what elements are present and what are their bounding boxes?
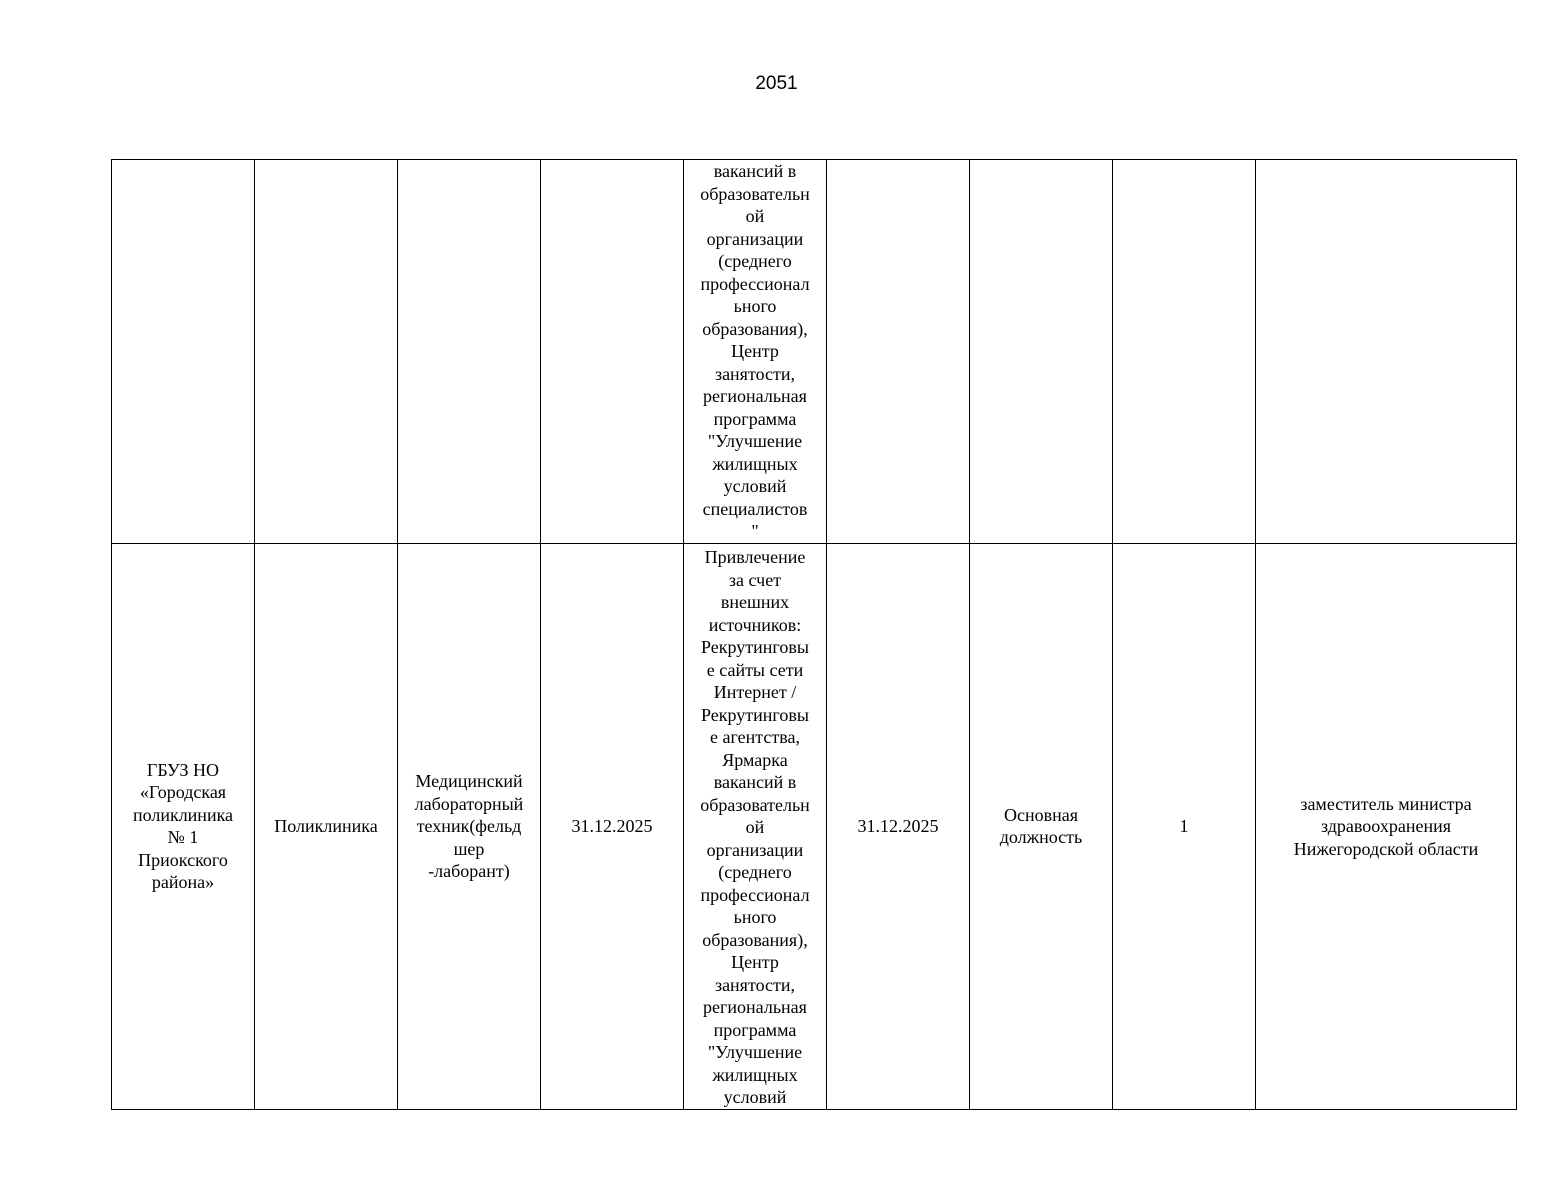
cell-division	[255, 160, 398, 544]
cell-date-end	[827, 160, 970, 544]
cell-responsible: заместитель министра здравоохранения Нижегородской области	[1256, 544, 1517, 1110]
vacancy-table	[111, 159, 1517, 1110]
cell-position-type	[970, 160, 1113, 544]
cell-division: Поликлиника	[255, 544, 398, 1110]
table-row	[112, 160, 1517, 544]
cell-position-type: Основная должность	[970, 544, 1113, 1110]
cell-organization	[112, 160, 255, 544]
cell-date-end: 31.12.2025	[827, 544, 970, 1110]
cell-count	[1113, 160, 1256, 544]
cell-position	[398, 160, 541, 544]
cell-date-start: 31.12.2025	[541, 544, 684, 1110]
cell-date-start	[541, 160, 684, 544]
cell-responsible	[1256, 160, 1517, 544]
cell-measures: вакансий в образовательн ой организации (среднего профессионал ьного образования), Центр занятости, региональная программа "Улучшение жилищных условий специалистов "	[684, 160, 827, 544]
cell-position: Медицинский лабораторный техник(фельд шер -лаборант)	[398, 544, 541, 1110]
page-number: 2051	[755, 73, 798, 94]
cell-count: 1	[1113, 544, 1256, 1110]
table-row	[112, 544, 1517, 1110]
cell-organization: ГБУЗ НО «Городская поликлиника № 1 Приокского района»	[112, 544, 255, 1110]
cell-measures: Привлечение за счет внешних источников: Рекрутинговы е сайты сети Интернет / Рекрутинговы е агентства, Ярмарка вакансий в образовательн ой организации (среднего профессионал ьного образования), Центр занятости, региональная программа "Улучшение жилищных условий	[684, 544, 827, 1110]
